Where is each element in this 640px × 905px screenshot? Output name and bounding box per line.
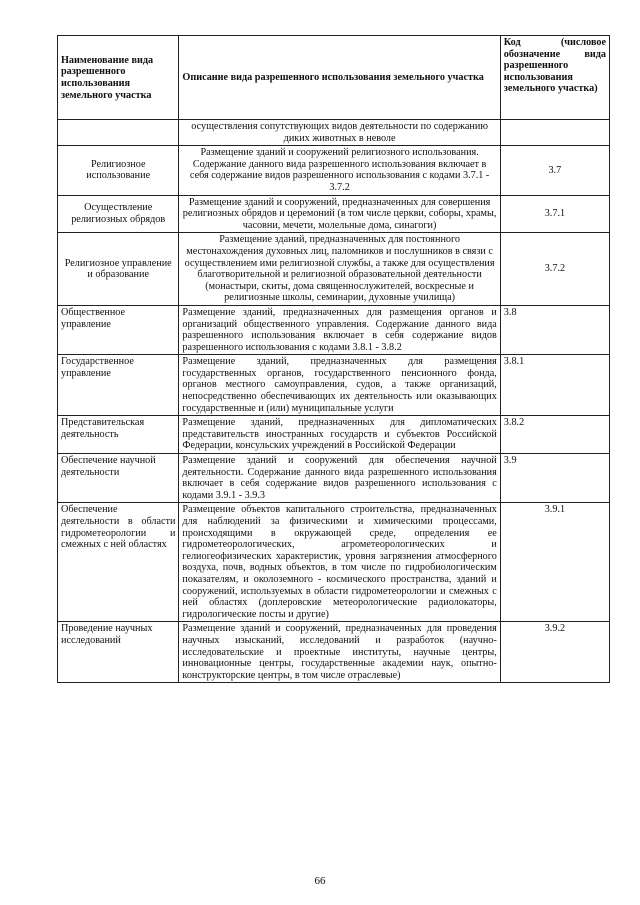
row-description-cell: Размещение зданий, предназначенных для размещения органов и организаций общественного управления. Содержание данного вида разрешенного использования включает в себя содержание видов разрешенного использования с кодами 3.8.1 - 3.8.2	[179, 305, 500, 354]
header-description-cell: Описание вида разрешенного использования земельного участка	[179, 36, 500, 120]
row-description-cell: Размещение зданий и сооружений религиозного использования. Содержание данного вида разрешенного использования включает в себя содержание видов разрешенного использования с кодами 3.7.1 - 3.7.2	[179, 146, 500, 195]
table-row	[58, 233, 610, 306]
row-description-cell: осуществления сопутствующих видов деятельности по содержанию диких животных в неволе	[179, 120, 500, 146]
header-name-cell: Наименование вида разрешенного использования земельного участка	[58, 36, 179, 120]
land-use-table	[57, 35, 610, 683]
row-code-cell: 3.8.1	[500, 355, 609, 416]
row-code-cell: 3.8	[500, 305, 609, 354]
row-code-cell: 3.9.1	[500, 503, 609, 622]
row-name-cell: Религиозное использование	[58, 146, 179, 195]
row-name-cell: Обеспечение деятельности в области гидрометеорологии и смежных с ней областях	[58, 503, 179, 622]
table-row	[58, 355, 610, 416]
row-description-cell: Размещение зданий, предназначенных для размещения государственных органов, государственного пенсионного фонда, органов местного самоуправления, судов, а также организаций, непосредственно обеспечивающих их деятельность или оказывающих государственные и (или) муниципальные услуги	[179, 355, 500, 416]
row-description-cell: Размещение зданий, предназначенных для постоянного местонахождения духовных лиц, паломников и послушников в связи с осуществлением ими религиозной службы, а также для осуществления благотворительной и религиозной образовательной деятельности (монастыри, скиты, дома священнослужителей, воскресные и религиозные школы, семинарии, духовные училища)	[179, 233, 500, 306]
row-name-cell: Общественное управление	[58, 305, 179, 354]
row-code-cell	[500, 120, 609, 146]
row-code-cell: 3.9	[500, 454, 609, 503]
table-row	[58, 195, 610, 233]
table-header-row	[58, 36, 610, 120]
row-name-cell	[58, 120, 179, 146]
table-row	[58, 622, 610, 683]
row-description-cell: Размещение зданий и сооружений для обеспечения научной деятельности. Содержание данного вида разрешенного использования включает в себя содержание видов разрешенного использования с кодами 3.9.1 - 3.9.3	[179, 454, 500, 503]
row-description-cell: Размещение зданий, предназначенных для дипломатических представительств иностранных государств и субъектов Российской Федерации, консульских учреждений в Российской Федерации	[179, 416, 500, 454]
table-row	[58, 305, 610, 354]
table-row	[58, 503, 610, 622]
row-code-cell: 3.7.1	[500, 195, 609, 233]
row-name-cell: Обеспечение научной деятельности	[58, 454, 179, 503]
row-code-cell: 3.8.2	[500, 416, 609, 454]
row-code-cell: 3.7	[500, 146, 609, 195]
row-name-cell: Религиозное управление и образование	[58, 233, 179, 306]
table-row	[58, 454, 610, 503]
row-code-cell: 3.9.2	[500, 622, 609, 683]
row-name-cell: Представительская деятельность	[58, 416, 179, 454]
table-row	[58, 146, 610, 195]
table-row	[58, 416, 610, 454]
row-name-cell: Осуществление религиозных обрядов	[58, 195, 179, 233]
row-name-cell: Государственное управление	[58, 355, 179, 416]
row-description-cell: Размещение зданий и сооружений, предназначенных для совершения религиозных обрядов и церемоний (в том числе церкви, соборы, храмы, часовни, мечети, молельные дома, синагоги)	[179, 195, 500, 233]
page-number: 66	[314, 875, 326, 887]
header-code-cell: Код (числовое обозначение вида разрешенного использования земельного участка)	[500, 36, 609, 120]
row-description-cell: Размещение объектов капитального строительства, предназначенных для наблюдений за физическими и химическими процессами, происходящими в окружающей среде, определения ее гидрометеорологических, агрометеорологических и гелиогеофизических характеристик, уровня загрязнения атмосферного воздуха, почв, водных объектов, в том числе по гидробиологическим показателям, и околоземного - космического пространства, зданий и сооружений, используемых в области гидрометеорологии и смежных с ней областях (доплеровские метеорологические радиолокаторы, гидрологические посты и другие)	[179, 503, 500, 622]
table-row	[58, 120, 610, 146]
row-description-cell: Размещение зданий и сооружений, предназначенных для проведения научных изысканий, исследований и разработок (научно-исследовательские и проектные институты, научные центры, инновационные центры, государственные академии наук, опытно-конструкторские центры, в том числе отраслевые)	[179, 622, 500, 683]
row-code-cell: 3.7.2	[500, 233, 609, 306]
row-name-cell: Проведение научных исследований	[58, 622, 179, 683]
